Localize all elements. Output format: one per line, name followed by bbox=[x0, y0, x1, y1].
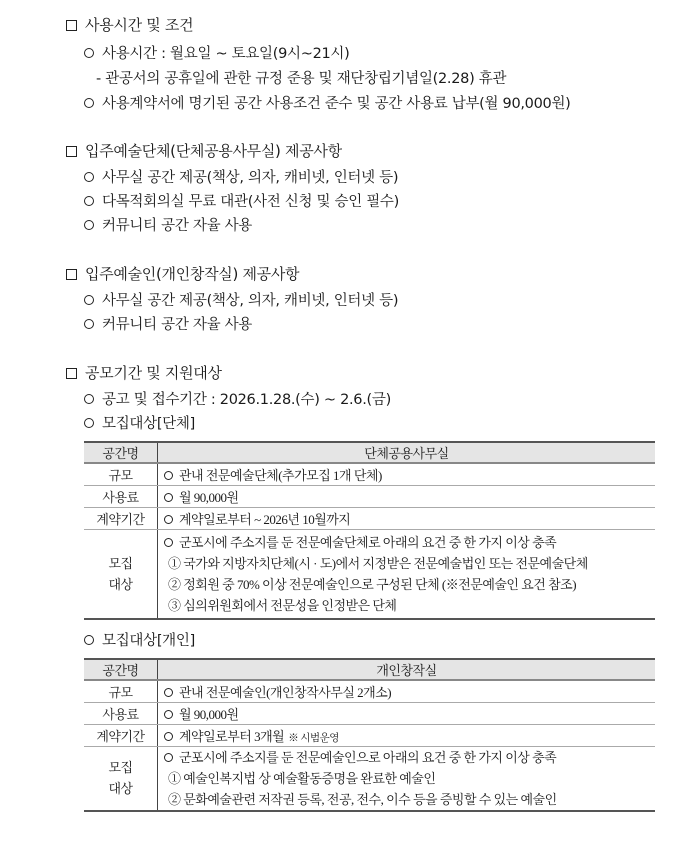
table-header-value: 개인창작실 bbox=[158, 659, 656, 680]
list-item-text: 사용계약서에 명기된 공간 사용조건 준수 및 공간 사용료 납부(월 90,000원) bbox=[102, 96, 571, 112]
table-row-key: 규모 bbox=[84, 680, 158, 702]
table-row-value bbox=[158, 724, 656, 746]
table-header-key: 공간명 bbox=[84, 659, 158, 680]
list-item-text: 다목적회의실 무료 대관(사전 신청 및 승인 필수) bbox=[102, 194, 400, 210]
table-row-recruit bbox=[84, 529, 655, 619]
criteria-intro bbox=[164, 532, 655, 553]
list-item bbox=[84, 214, 252, 235]
circle-bullet-icon bbox=[84, 394, 94, 404]
group-recruitment-table bbox=[84, 441, 655, 620]
list-item-text: 사무실 공간 제공(책상, 의자, 캐비넷, 인터넷 등) bbox=[102, 293, 399, 309]
list-item bbox=[84, 629, 195, 650]
criteria-item: ② 문화예술관련 저작권 등록, 전공, 전수, 이수 등을 증빙할 수 있는 예술인 bbox=[168, 791, 557, 807]
section-title: 공모기간 및 지원대상 bbox=[85, 364, 222, 382]
table-row-key: 계약기간 bbox=[84, 724, 158, 746]
table-row-value bbox=[158, 463, 656, 485]
circle-bullet-icon bbox=[84, 172, 94, 182]
circle-bullet-icon bbox=[84, 418, 94, 428]
table-row-value bbox=[158, 485, 656, 507]
table-row bbox=[84, 507, 655, 529]
circle-bullet-icon bbox=[164, 710, 173, 719]
table-row-key bbox=[84, 746, 158, 811]
list-item bbox=[84, 412, 195, 433]
criteria-intro bbox=[164, 747, 655, 768]
pilot-note: ※ 시범운영 bbox=[288, 732, 339, 744]
circle-bullet-icon bbox=[84, 295, 94, 305]
section-heading-group-office bbox=[66, 140, 342, 161]
criteria-item: ① 예술인복지법 상 예술활동증명을 완료한 예술인 bbox=[168, 770, 436, 786]
circle-bullet-icon bbox=[84, 98, 94, 108]
table-row-value bbox=[158, 507, 656, 529]
table-row bbox=[84, 485, 655, 507]
criteria-item: ② 정회원 중 70% 이상 전문예술인으로 구성된 단체 (※전문예술인 요건 참조) bbox=[168, 576, 577, 592]
key-line: 모집 bbox=[108, 760, 133, 775]
list-item bbox=[84, 190, 399, 211]
table-header-key: 공간명 bbox=[84, 442, 158, 463]
circle-bullet-icon bbox=[164, 732, 173, 741]
list-item-text: 커뮤니티 공간 자율 사용 bbox=[102, 218, 252, 234]
list-subitem-text: - 관공서의 공휴일에 관한 규정 준용 및 재단창립기념일(2.28) 휴관 bbox=[96, 71, 507, 87]
section-heading-individual-studio bbox=[66, 263, 299, 284]
section-heading-recruitment bbox=[66, 362, 222, 383]
table-row-key: 사용료 bbox=[84, 485, 158, 507]
cell-text: 군포시에 주소지를 둔 전문예술단체로 아래의 요건 중 한 가지 이상 충족 bbox=[179, 534, 557, 550]
key-line: 대상 bbox=[108, 781, 133, 796]
table-row bbox=[84, 680, 655, 702]
table-row bbox=[84, 724, 655, 746]
square-bullet-icon bbox=[66, 146, 77, 157]
cell-text: 월 90,000원 bbox=[179, 706, 239, 722]
circle-bullet-icon bbox=[84, 319, 94, 329]
key-line: 대상 bbox=[108, 576, 133, 592]
list-item bbox=[84, 92, 571, 113]
table-header-row bbox=[84, 442, 655, 463]
list-item-text: 모집대상[단체] bbox=[102, 416, 195, 432]
cell-text: 관내 전문예술인(개인창작사무실 2개소) bbox=[179, 684, 392, 700]
table-header-row bbox=[84, 659, 655, 680]
list-item bbox=[84, 388, 391, 409]
list-item-text: 공고 및 접수기간 : 2026.1.28.(수) ~ 2.6.(금) bbox=[102, 392, 391, 408]
section-title: 입주예술단체(단체공용사무실) 제공사항 bbox=[85, 142, 342, 160]
table-row-value bbox=[158, 529, 656, 619]
circle-bullet-icon bbox=[84, 196, 94, 206]
circle-bullet-icon bbox=[84, 635, 94, 645]
cell-text: 군포시에 주소지를 둔 전문예술인으로 아래의 요건 중 한 가지 이상 충족 bbox=[179, 749, 557, 765]
section-title: 사용시간 및 조건 bbox=[85, 16, 194, 34]
square-bullet-icon bbox=[66, 368, 77, 379]
list-item bbox=[84, 289, 398, 310]
circle-bullet-icon bbox=[164, 493, 173, 502]
cell-text: 계약일로부터 ~ 2026년 10월까지 bbox=[179, 511, 351, 527]
list-item-text: 사무실 공간 제공(책상, 의자, 캐비넷, 인터넷 등) bbox=[102, 170, 399, 186]
list-item bbox=[84, 313, 252, 334]
section-heading-usage-hours bbox=[66, 14, 193, 35]
square-bullet-icon bbox=[66, 20, 77, 31]
table-row-recruit bbox=[84, 746, 655, 811]
list-subitem bbox=[96, 67, 506, 88]
criteria-item: ① 국가와 지방자치단체(시 · 도)에서 지정받은 전문예술법인 또는 전문예술단체 bbox=[168, 555, 588, 571]
table-row bbox=[84, 463, 655, 485]
circle-bullet-icon bbox=[164, 538, 173, 547]
circle-bullet-icon bbox=[84, 48, 94, 58]
list-item bbox=[84, 42, 350, 63]
circle-bullet-icon bbox=[84, 220, 94, 230]
list-item bbox=[84, 166, 398, 187]
table-row bbox=[84, 702, 655, 724]
table-row-value bbox=[158, 702, 656, 724]
cell-text: 계약일로부터 3개월 bbox=[179, 728, 285, 744]
section-title: 입주예술인(개인창작실) 제공사항 bbox=[85, 265, 300, 283]
table-row-key: 계약기간 bbox=[84, 507, 158, 529]
list-item-text: 커뮤니티 공간 자율 사용 bbox=[102, 317, 252, 333]
list-item-text: 사용시간 : 월요일 ~ 토요일(9시~21시) bbox=[102, 46, 350, 62]
cell-text: 월 90,000원 bbox=[179, 489, 239, 505]
circle-bullet-icon bbox=[164, 471, 173, 480]
individual-recruitment-table bbox=[84, 658, 655, 812]
table-row-key: 사용료 bbox=[84, 702, 158, 724]
table-row-key bbox=[84, 529, 158, 619]
table-row-value bbox=[158, 746, 656, 811]
criteria-item: ③ 심의위원회에서 전문성을 인정받은 단체 bbox=[168, 597, 397, 613]
table-header-value: 단체공용사무실 bbox=[158, 442, 656, 463]
table-row-key: 규모 bbox=[84, 463, 158, 485]
list-item-text: 모집대상[개인] bbox=[102, 633, 195, 649]
cell-text: 관내 전문예술단체(추가모집 1개 단체) bbox=[179, 467, 382, 483]
key-line: 모집 bbox=[108, 555, 133, 571]
circle-bullet-icon bbox=[164, 753, 173, 762]
circle-bullet-icon bbox=[164, 688, 173, 697]
table-row-value bbox=[158, 680, 656, 702]
circle-bullet-icon bbox=[164, 515, 173, 524]
square-bullet-icon bbox=[66, 269, 77, 280]
